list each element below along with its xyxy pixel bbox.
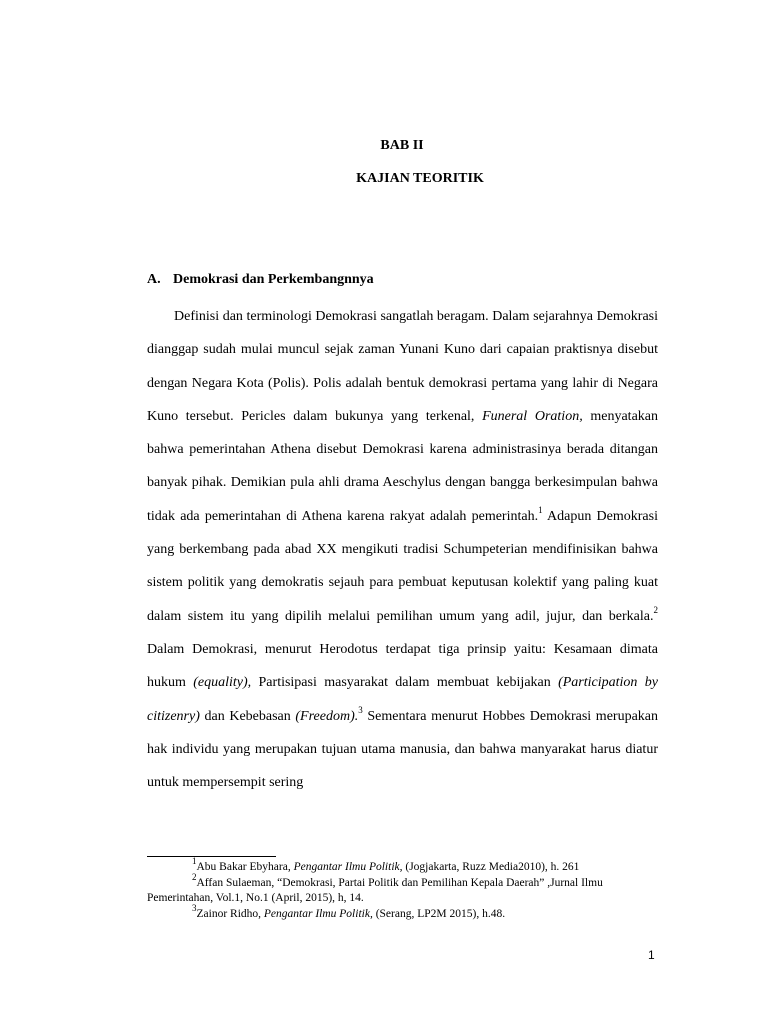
footnote-number: 1	[192, 856, 197, 867]
section-heading	[147, 272, 374, 288]
footnote-text: Zainor Ridho,	[196, 907, 264, 920]
body-text-run: dan Kebebasan	[199, 708, 296, 724]
body-text-run: Adapun Demokrasi yang berkembang pada abad XX mengikuti tradisi Schumpeterian mendifinisikan bahwa sistem politik yang demokratis sejauh para pembuat keputusan kolektif yang paling kuat dalam sistem itu yang dipilih melalui pemilihan umum yang adil, jujur, dan berkala.	[147, 508, 658, 624]
footnote	[147, 902, 658, 923]
body-italic-run: (equality),	[193, 675, 252, 691]
footnote-text: (Jogjakarta, Ruzz Media2010), h. 261	[402, 861, 580, 873]
body-text-run: Sementara menurut Hobbes Demokrasi merupakan hak individu yang merupakan tujuan utama manusia, dan bahwa manyarakat harus diatur untuk mempersempit sering	[147, 708, 658, 791]
footnote	[147, 856, 658, 876]
body-text-run: Definisi dan terminologi Demokrasi sangatlah beragam. Dalam sejarahnya Demokrasi dianggap sudah mulai muncul sejak zaman Yunani Kuno dari capaian praktisnya disebut dengan Negara Kota (Polis). Polis adalah bentuk demokrasi pertama yang lahir di Negara Kuno tersebut. Pericles dalam bukunya yang terkenal,	[147, 309, 658, 424]
footnote-ref: 2	[653, 605, 658, 616]
body-text	[147, 300, 658, 799]
page-number: 1	[648, 948, 655, 962]
body-italic-run: Funeral Oration,	[482, 408, 583, 424]
chapter-title: KAJIAN TEORITIK	[356, 171, 484, 186]
body-italic-run: (Participation by citizenry)	[147, 675, 658, 724]
footnote-italic: Pengantar Ilmu Politik,	[263, 907, 373, 920]
footnote-number: 2	[192, 871, 197, 882]
footnotes	[147, 856, 658, 922]
body-italic-run: (Freedom).	[295, 708, 359, 724]
chapter-number: BAB II	[380, 138, 424, 153]
footnote	[147, 871, 658, 907]
footnote-text: (Serang, LP2M 2015), h.48.	[372, 907, 506, 920]
body-text-run: Partisipasi masyarakat dalam membuat kebijakan	[251, 675, 559, 691]
body-paragraph	[147, 300, 658, 799]
section-title: Demokrasi dan Perkembangnnya	[173, 272, 374, 287]
body-text-run: Dalam Demokrasi, menurut Herodotus terdapat tiga prinsip yaitu: Kesamaan dimata hukum	[147, 641, 658, 691]
body-text-run: menyatakan bahwa pemerintahan Athena disebut Demokrasi karena administrasinya berada ditangan banyak pihak. Demikian pula ahli drama Aeschylus dengan bangga berkesimpulan bahwa tidak ada pemerintahan di Athena karena rakyat adalah pemerintah.	[147, 408, 658, 524]
footnote-ref: 1	[538, 505, 543, 516]
footnote-ref: 3	[358, 704, 363, 715]
footnote-separator	[147, 856, 276, 857]
footnote-text: Abu Bakar Ebyhara,	[196, 861, 294, 873]
footnote-text: Affan Sulaeman, “Demokrasi, Partai Politik dan Pemilihan Kepala Daerah” ,Jurnal Ilmu Pemerintahan, Vol.1, No.1 (April, 2015), h, 14.	[147, 876, 603, 904]
footnote-italic: Pengantar Ilmu Politik,	[293, 861, 403, 873]
footnote-number: 3	[192, 902, 197, 913]
section-letter: A.	[147, 272, 161, 287]
